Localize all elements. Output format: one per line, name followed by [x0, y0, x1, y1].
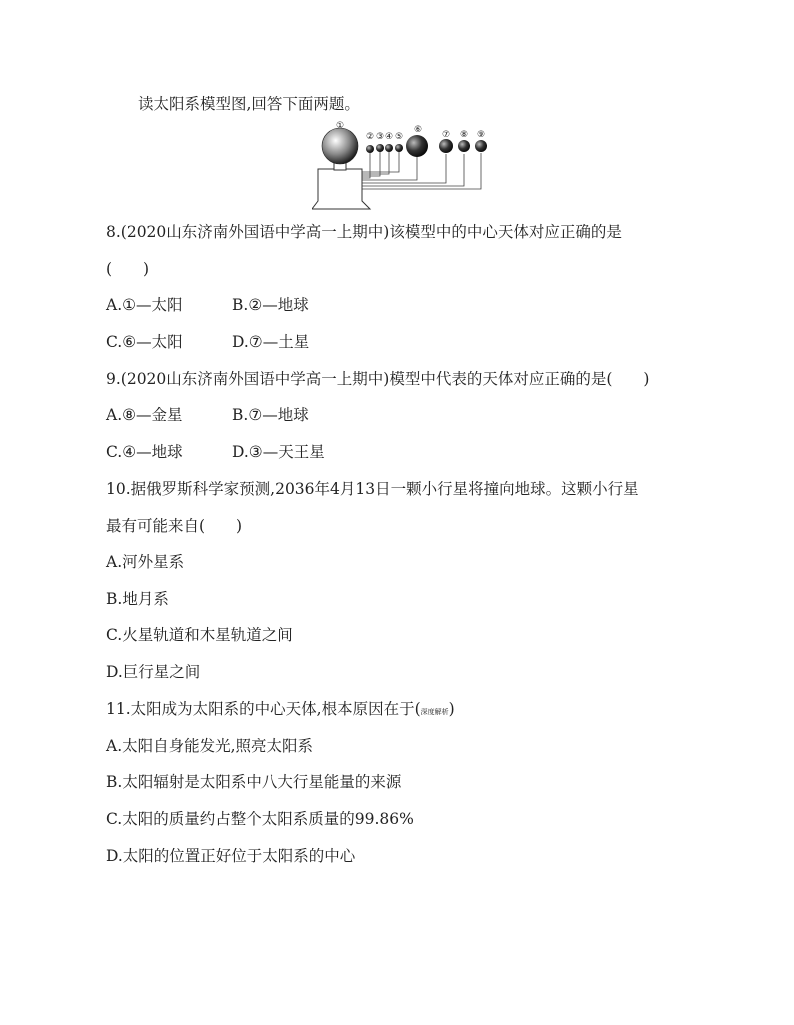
q8-blank: ( ): [106, 260, 150, 278]
planet-5: [395, 144, 403, 152]
label-3: ③: [375, 132, 385, 142]
q11-close: ): [448, 700, 455, 718]
planet-2: [366, 145, 374, 153]
q11-option-c: C.太阳的质量约占整个太阳系质量的99.86%: [106, 810, 414, 828]
q10-stem-line1: 10.据俄罗斯科学家预测,2036年4月13日一颗小行星将撞向地球。这颗小行星: [106, 480, 639, 498]
q8-option-d: D.⑦—土星: [232, 333, 310, 351]
intro-text: 读太阳系模型图,回答下面两题。: [138, 95, 360, 113]
q9-option-c: C.④—地球: [106, 443, 183, 461]
q10-stem-line2: 最有可能来自( ): [106, 517, 243, 535]
q11-stem: [106, 699, 455, 722]
planet-6: [406, 135, 428, 157]
label-6: ⑥: [413, 125, 423, 135]
planet-8: [458, 140, 470, 152]
solar-system-model-figure: [312, 121, 492, 216]
q8-stem: 8.(2020山东济南外国语中学高一上期中)该模型中的中心天体对应正确的是: [106, 223, 622, 241]
sun-sphere: [322, 128, 358, 164]
label-4: ④: [384, 132, 394, 142]
q10-option-b: B.地月系: [106, 590, 169, 608]
label-8: ⑧: [459, 130, 469, 140]
q8-option-c: C.⑥—太阳: [106, 333, 183, 351]
q11-stem-text: 11.太阳成为太阳系的中心天体,根本原因在于(: [106, 700, 421, 718]
planet-9: [475, 140, 487, 152]
label-7: ⑦: [441, 130, 451, 140]
q11-option-d: D.太阳的位置正好位于太阳系的中心: [106, 847, 356, 865]
q11-option-b: B.太阳辐射是太阳系中八大行星能量的来源: [106, 773, 402, 791]
label-1: ①: [335, 121, 345, 131]
q10-option-d: D.巨行星之间: [106, 663, 201, 681]
q11-note: 深度解析: [420, 708, 449, 716]
q8-option-a: A.①—太阳: [106, 296, 183, 314]
model-stand: [312, 169, 370, 209]
q10-option-c: C.火星轨道和木星轨道之间: [106, 626, 293, 644]
q9-option-a: A.⑧—金星: [106, 406, 183, 424]
planet-7: [439, 139, 453, 153]
label-5: ⑤: [394, 132, 404, 142]
q9-option-d: D.③—天王星: [232, 443, 325, 461]
q8-option-b: B.②—地球: [232, 296, 309, 314]
q9-stem: 9.(2020山东济南外国语中学高一上期中)模型中代表的天体对应正确的是( ): [106, 370, 650, 388]
q10-option-a: A.河外星系: [106, 553, 185, 571]
label-2: ②: [365, 132, 375, 142]
planet-4: [385, 144, 393, 152]
q11-option-a: A.太阳自身能发光,照亮太阳系: [106, 737, 314, 755]
label-9: ⑨: [476, 130, 486, 140]
planet-3: [376, 144, 384, 152]
q9-option-b: B.⑦—地球: [232, 406, 309, 424]
